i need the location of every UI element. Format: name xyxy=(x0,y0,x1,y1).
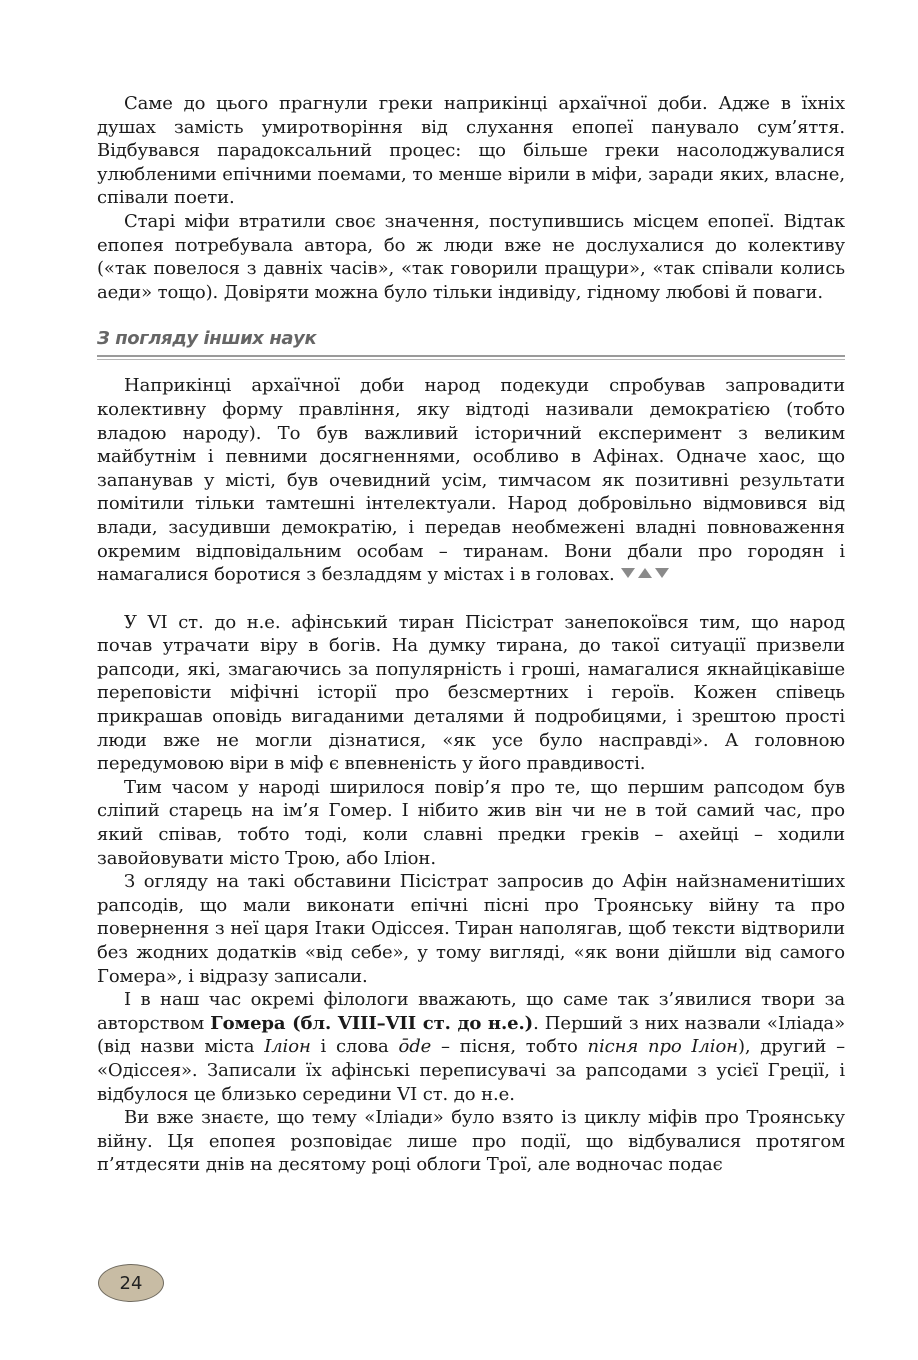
p7-text-5: ), другий – «Одіссея». Записали їх афінські переписувачі за рапсодами з усієї Греції, і відбулося це близько середини VI ст. до н.е. xyxy=(97,1036,845,1105)
spacer xyxy=(97,587,845,611)
heading-rule xyxy=(97,355,845,357)
section-header xyxy=(97,328,845,360)
end-triangles-icon xyxy=(621,567,671,579)
section-heading: З погляду інших наук xyxy=(97,328,317,350)
p7-text-1: І в наш час окремі філологи вважають, що саме так з’явилися твори за авторством xyxy=(97,989,845,1034)
paragraph-6: З огляду на такі обставини Пісістрат запросив до Афін найзнаменитіших рапсодів, що мали виконати епічні пісні про Троянську війну та про повернення з неї царя Ітаки Одіссея. Тиран наполягав, щоб тексти відтворили без жодних додатків «від себе», у тому вигляді, «як вони дійшли від самого Гомера», і відразу записали. xyxy=(97,871,845,987)
p7-text-3: і слова xyxy=(310,1036,399,1058)
paragraph-2: Старі міфи втратили своє значення, поступившись місцем епопеї. Відтак епопея потребувала автора, бо ж люди вже не дослухалися до колективу («так повелося з давніх часів», «так говорили пращури», «так співали колись аеди» тощо). Довіряти можна було тільки індивіду, гідному любові й поваги. xyxy=(97,210,845,303)
p7-text-4: – пісня, тобто xyxy=(431,1036,588,1058)
sidebar-text: Наприкінці архаїчної доби народ подекуди спробував запровадити колективну форму правління, яку відтоді називали демократією (тобто владою народу). То був важливий історичний експеримент з великим майбутнім і певними досягненнями, особливо в Афінах. Одначе хаос, що запанував у місті, був очевидний усім, тимчасом як позитивні результати помітили тільки тамтешні інтелектуали. Народ добровільно відмовився від влади, засудивши демократію, і передав необмежені владні повноваження окремим відповідальним особам – тиранам. Вони дбали про городян і намагалися боротися з безладдям у містах і в головах. xyxy=(97,375,845,586)
p7-text-2: . Перший з них назвали «Іліада» (від назви міста xyxy=(97,1012,845,1058)
heading-rule-thin xyxy=(97,359,845,360)
ilion-term: Іліон xyxy=(264,1036,311,1058)
sidebar-paragraph xyxy=(97,374,845,586)
ode-term: ōde xyxy=(398,1036,432,1058)
paragraph-8: Ви вже знаєте, що тему «Іліади» було взято із циклу міфів про Троянську війну. Ця епопея розповідає лише про події, що відбувалися протягом п’ятдесяти днів на десятому році облоги Трої, але водночас подає xyxy=(97,1107,845,1176)
page-number-badge: 24 xyxy=(98,1264,164,1302)
song-of-ilion-term: пісня про Іліон xyxy=(587,1036,738,1058)
homer-dates: Гомера (бл. VIII–VII ст. до н.е.) xyxy=(210,1012,534,1034)
paragraph-7 xyxy=(97,988,845,1106)
paragraph-5: Тим часом у народі ширилося повір’я про те, що першим рапсодом був сліпий старець на ім’я Гомер. І нібито жив він чи не в той самий час, про який співав, тобто тоді, коли славні предки греків – ахейці – ходили завойовувати місто Трою, або Іліон. xyxy=(97,776,845,869)
page-body xyxy=(97,92,845,1177)
paragraph-4: У VI ст. до н.е. афінський тиран Пісістрат занепокоївся тим, що народ почав утрачати віру в богів. На думку тирана, до такої ситуації призвели рапсоди, які, змагаючись за популярність і гроші, намагалися якнайцікавіше переповісти міфічні історії про безсмертних і героїв. Кожен співець прикрашав оповідь вигаданими деталями й подробицями, і зрештою прості люди вже не могли дізнатися, «як усе було насправді». А головною передумовою віри в міф є впевненість у його правдивості. xyxy=(97,611,845,775)
paragraph-1: Саме до цього прагнули греки наприкінці архаїчної доби. Адже в їхніх душах замість умиротворіння від слухання епопеї панувало сум’яття. Відбувався парадоксальний процес: що більше греки насолоджувалися улюбленими епічними поемами, то менше вірили в міфи, заради яких, власне, співали поети. xyxy=(97,93,845,209)
